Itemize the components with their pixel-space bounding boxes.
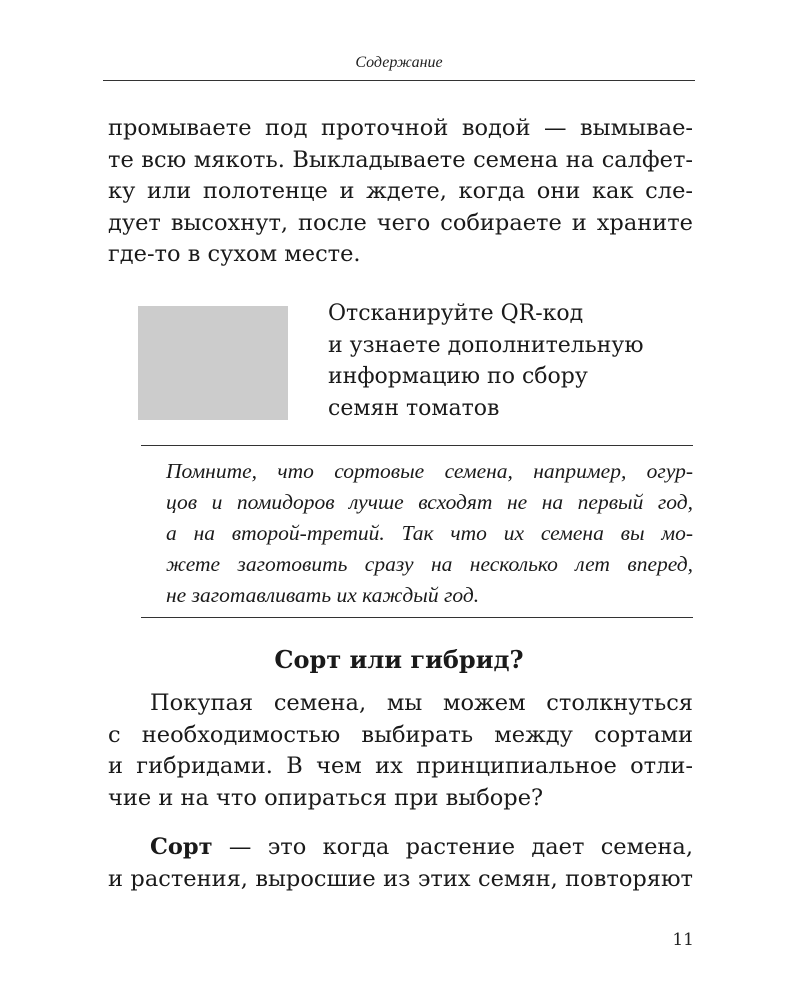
text-line: дует высохнут, после чего собираете и храните <box>108 209 693 236</box>
text-line: те всю мякоть. Выкладываете семена на салфет- <box>108 146 693 173</box>
text-line: чие и на что опираться при выборе? <box>108 784 544 811</box>
running-head: Содержание <box>355 54 443 71</box>
note-line: не заготавливать их каждый год. <box>166 583 480 607</box>
note-line: а на второй-третий. Так что их семена вы мо- <box>166 521 693 545</box>
defined-term: Сорт <box>150 834 213 860</box>
page-number: 11 <box>672 930 694 950</box>
header-divider <box>103 80 695 81</box>
definition-paragraph <box>108 832 693 895</box>
qr-code-placeholder <box>138 306 288 420</box>
definition-text: — это когда растение дает семена, <box>212 834 693 860</box>
note-line: цов и помидоров лучше всходят не на первый год, <box>166 490 693 514</box>
text-line: и растения, выросшие из этих семян, повторяют <box>108 865 693 892</box>
qr-caption <box>328 298 688 424</box>
section-paragraph <box>108 688 693 814</box>
text-line: и гибридами. В чем их принципиальное отли- <box>108 753 693 779</box>
text-line: Покупая семена, мы можем столкнуться <box>150 690 693 716</box>
qr-caption-line: Отсканируйте QR-код <box>328 301 584 326</box>
intro-paragraph <box>108 113 693 271</box>
note-top-divider <box>141 445 693 446</box>
qr-caption-line: семян томатов <box>328 395 500 421</box>
qr-caption-line: информацию по сбору <box>328 364 588 389</box>
text-line: с необходимостью выбирать между сортами <box>108 721 693 748</box>
note-box <box>166 456 693 611</box>
note-line: Помните, что сортовые семена, например, огур- <box>166 459 693 483</box>
text-line: ку или полотенце и ждете, когда они как сле- <box>108 178 693 204</box>
text-line: промываете под проточной водой — вымывае- <box>108 115 693 141</box>
note-bottom-divider <box>141 617 693 618</box>
section-heading: Сорт или гибрид? <box>274 645 524 674</box>
text-line <box>108 832 693 864</box>
qr-caption-line: и узнаете дополнительную <box>328 332 644 358</box>
note-line: жете заготовить сразу на несколько лет вперед, <box>166 552 693 576</box>
text-line: где-то в сухом месте. <box>108 241 361 267</box>
